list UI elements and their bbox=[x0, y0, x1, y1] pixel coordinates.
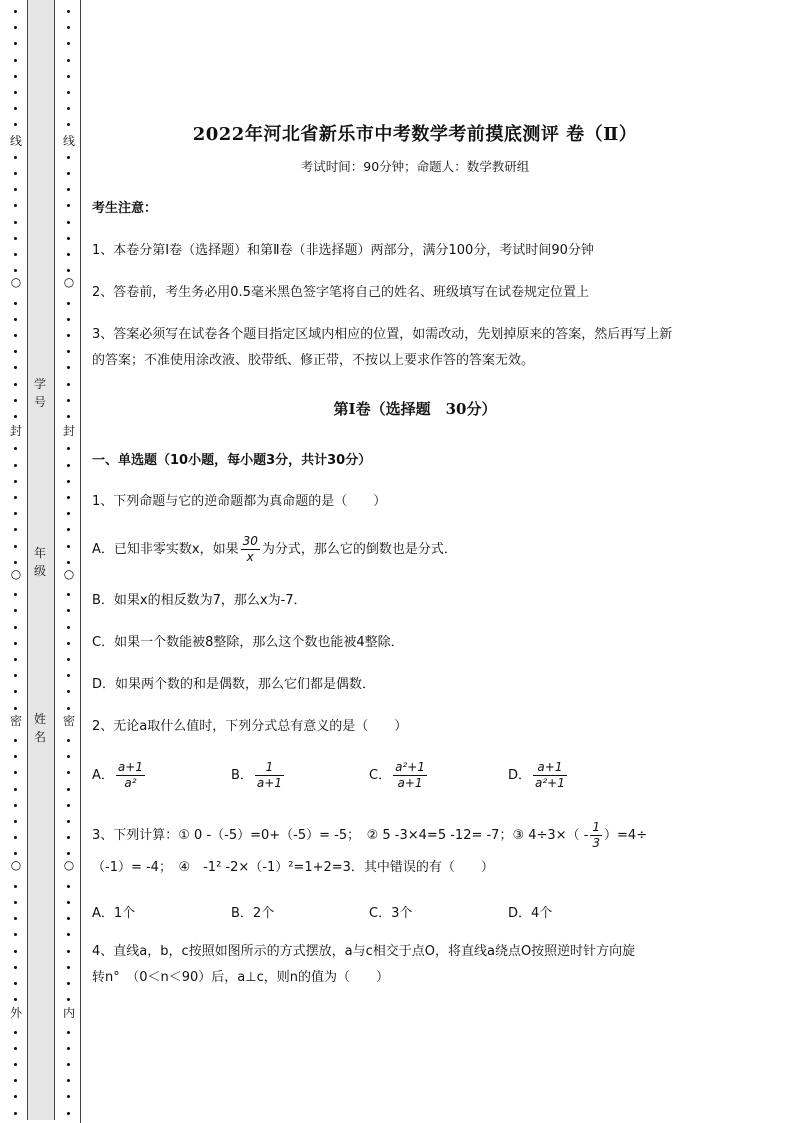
question-2-option-d: D． $\frac{a+1}{\text{a²+1}}$ bbox=[508, 760, 565, 790]
seal-dot bbox=[67, 690, 70, 693]
seal-dot bbox=[67, 885, 70, 888]
seal-dot bbox=[14, 788, 17, 791]
seal-dot bbox=[67, 528, 70, 531]
seal-dot bbox=[67, 739, 70, 742]
seal-dot bbox=[14, 156, 17, 159]
seal-dot bbox=[67, 609, 70, 612]
seal-dot bbox=[14, 91, 17, 94]
seal-dot bbox=[67, 901, 70, 904]
question-2-option-b: B． $\frac{1}{a+1}$ bbox=[231, 760, 282, 790]
seal-dot bbox=[14, 318, 17, 321]
seal-dot bbox=[67, 302, 70, 305]
seal-dot bbox=[67, 172, 70, 175]
notice-item-3-line1: 3、答案必须写在试卷各个题目指定区域内相应的位置，如需改动，先划掉原来的答案，然后再写上新 bbox=[92, 327, 673, 342]
seal-dot bbox=[67, 852, 70, 855]
question-3-option-c: C．3个 bbox=[369, 906, 413, 921]
seal-dot bbox=[67, 626, 70, 629]
seal-dot bbox=[14, 528, 17, 531]
question-4-line1: 4、直线a，b，c按照如图所示的方式摆放，a与c相交于点O，将直线a绕点O按照逆时针方向旋 bbox=[92, 944, 636, 959]
seal-dot bbox=[67, 188, 70, 191]
seal-dot bbox=[67, 26, 70, 29]
seal-dot bbox=[67, 771, 70, 774]
seal-circle: ○ bbox=[63, 567, 75, 581]
question-3-line1: 3、下列计算：① 0 -（-5）=0+（-5）= -5； ② 5 -3×4=5 -12= -7；③ 4÷3×（ - $\frac{1}{3}$ ）=4÷ bbox=[92, 820, 648, 850]
seal-dot bbox=[14, 366, 17, 369]
seal-dot bbox=[67, 399, 70, 402]
section-title: 第Ⅰ卷（选择题 30分） bbox=[333, 400, 497, 418]
seal-dot bbox=[67, 1079, 70, 1082]
seal-dot bbox=[14, 302, 17, 305]
seal-dot bbox=[67, 950, 70, 953]
seal-dot bbox=[14, 755, 17, 758]
seal-dot bbox=[67, 123, 70, 126]
seal-dot bbox=[14, 609, 17, 612]
outer-seal-mark: 外 bbox=[9, 1006, 22, 1020]
question-3-option-d: D．4个 bbox=[508, 906, 553, 921]
seal-dot bbox=[14, 107, 17, 110]
seal-dot bbox=[67, 788, 70, 791]
seal-dot bbox=[14, 10, 17, 13]
question-1-option-b: B．如果x的相反数为7，那么x为-7． bbox=[92, 593, 307, 608]
seal-dot bbox=[14, 950, 17, 953]
seal-dot bbox=[67, 10, 70, 13]
inner-seal-mark: 封 bbox=[62, 424, 75, 438]
seal-dot bbox=[67, 350, 70, 353]
seal-dot bbox=[14, 804, 17, 807]
notice-heading: 考生注意： bbox=[92, 201, 158, 216]
outer-seal-mark: 线 bbox=[9, 134, 22, 148]
seal-dot bbox=[14, 901, 17, 904]
seal-dot bbox=[14, 480, 17, 483]
seal-dot bbox=[67, 933, 70, 936]
question-4-line2: 转n° （0＜n＜90）后，a⊥c，则n的值为（ ） bbox=[92, 970, 389, 985]
seal-dot bbox=[14, 982, 17, 985]
seal-dot bbox=[14, 690, 17, 693]
seal-dot bbox=[14, 593, 17, 596]
seal-dot bbox=[14, 496, 17, 499]
seal-dot bbox=[67, 107, 70, 110]
seal-dot bbox=[67, 156, 70, 159]
seal-dot bbox=[14, 350, 17, 353]
seal-dot bbox=[14, 674, 17, 677]
seal-dot bbox=[14, 885, 17, 888]
question-3-option-b: B．2个 bbox=[231, 906, 275, 921]
seal-dot bbox=[14, 75, 17, 78]
seal-dot bbox=[14, 1047, 17, 1050]
seal-dot bbox=[14, 626, 17, 629]
seal-dot bbox=[67, 561, 70, 564]
binding-rule bbox=[80, 0, 81, 1123]
seal-dot bbox=[67, 318, 70, 321]
seal-dot bbox=[14, 269, 17, 272]
outer-seal-line bbox=[10, 0, 22, 1123]
name-label: 姓名 bbox=[33, 712, 46, 744]
seal-dot bbox=[67, 42, 70, 45]
seal-dot bbox=[67, 1031, 70, 1034]
seal-dot bbox=[67, 447, 70, 450]
seal-dot bbox=[14, 998, 17, 1001]
seal-dot bbox=[14, 415, 17, 418]
seal-dot bbox=[14, 642, 17, 645]
seal-dot bbox=[67, 982, 70, 985]
seal-dot bbox=[67, 998, 70, 1001]
seal-dot bbox=[14, 399, 17, 402]
seal-circle: ○ bbox=[63, 858, 75, 872]
seal-dot bbox=[14, 383, 17, 386]
seal-dot bbox=[67, 480, 70, 483]
seal-dot bbox=[67, 221, 70, 224]
seal-dot bbox=[67, 917, 70, 920]
seal-dot bbox=[67, 415, 70, 418]
seal-circle: ○ bbox=[10, 858, 22, 872]
seal-dot bbox=[67, 836, 70, 839]
seal-dot bbox=[67, 496, 70, 499]
seal-dot bbox=[67, 658, 70, 661]
seal-dot bbox=[14, 852, 17, 855]
seal-dot bbox=[14, 1079, 17, 1082]
seal-dot bbox=[67, 593, 70, 596]
seal-dot bbox=[67, 674, 70, 677]
seal-dot bbox=[14, 464, 17, 467]
page-subtitle: 考试时间：90分钟；命题人：数学教研组 bbox=[300, 159, 530, 174]
page-title: 2022年河北省新乐市中考数学考前摸底测评 卷（Ⅱ） bbox=[192, 124, 638, 145]
seal-dot bbox=[14, 188, 17, 191]
seal-dot bbox=[14, 237, 17, 240]
seal-dot bbox=[14, 1095, 17, 1098]
question-1-option-d: D．如果两个数的和是偶数，那么它们都是偶数． bbox=[92, 677, 376, 692]
inner-seal-mark: 内 bbox=[62, 1006, 75, 1020]
seal-circle: ○ bbox=[10, 567, 22, 581]
question-3-option-a: A．1个 bbox=[92, 906, 136, 921]
seal-dot bbox=[14, 447, 17, 450]
seal-dot bbox=[67, 464, 70, 467]
seal-dot bbox=[14, 123, 17, 126]
seal-dot bbox=[67, 1047, 70, 1050]
question-1-option-c: C．如果一个数能被8整除，那么这个数也能被4整除． bbox=[92, 635, 404, 650]
seal-dot bbox=[67, 820, 70, 823]
question-3-line2: （-1）= -4； ④ -1² -2×（-1）²=1+2=3．其中错误的有（ ） bbox=[92, 860, 494, 875]
seal-dot bbox=[14, 545, 17, 548]
notice-item-1: 1、本卷分第Ⅰ卷（选择题）和第Ⅱ卷（非选择题）两部分，满分100分，考试时间90分钟 bbox=[92, 243, 594, 258]
grade-label: 年级 bbox=[33, 546, 46, 578]
seal-dot bbox=[14, 561, 17, 564]
seal-dot bbox=[14, 917, 17, 920]
seal-dot bbox=[14, 771, 17, 774]
seal-dot bbox=[67, 1095, 70, 1098]
seal-dot bbox=[14, 221, 17, 224]
outer-seal-mark: 密 bbox=[9, 714, 22, 728]
seal-dot bbox=[67, 804, 70, 807]
seal-dot bbox=[67, 269, 70, 272]
inner-seal-mark: 线 bbox=[62, 134, 75, 148]
question-2-option-c: C． $\frac{\text{a²+1}}{a+1}$ bbox=[369, 760, 425, 790]
outer-seal-mark: 封 bbox=[9, 424, 22, 438]
seal-dot bbox=[67, 75, 70, 78]
seal-dot bbox=[14, 966, 17, 969]
seal-dot bbox=[67, 334, 70, 337]
part-heading: 一、单选题（10小题，每小题3分，共计30分） bbox=[92, 453, 372, 468]
seal-dot bbox=[14, 1112, 17, 1115]
question-2-option-a: A． $\frac{a+1}{\text{a²}}$ bbox=[92, 760, 143, 790]
seal-dot bbox=[14, 334, 17, 337]
inner-seal-line bbox=[63, 0, 75, 1123]
seal-dot bbox=[14, 42, 17, 45]
seal-dot bbox=[14, 933, 17, 936]
seal-dot bbox=[14, 1031, 17, 1034]
seal-dot bbox=[14, 707, 17, 710]
notice-item-3-line2: 的答案；不准使用涂改液、胶带纸、修正带，不按以上要求作答的答案无效。 bbox=[92, 353, 535, 368]
seal-dot bbox=[67, 253, 70, 256]
seal-dot bbox=[67, 512, 70, 515]
seal-dot bbox=[14, 836, 17, 839]
seal-dot bbox=[67, 383, 70, 386]
seal-dot bbox=[14, 204, 17, 207]
seal-dot bbox=[67, 366, 70, 369]
seal-dot bbox=[14, 1063, 17, 1066]
seal-dot bbox=[14, 658, 17, 661]
seal-dot bbox=[67, 1112, 70, 1115]
seal-dot bbox=[67, 545, 70, 548]
fraction: $\frac{30}{x}$ bbox=[242, 534, 258, 564]
student-id-label: 学号 bbox=[33, 377, 46, 409]
notice-item-2: 2、答卷前，考生务必用0.5毫米黑色签字笔将自己的姓名、班级填写在试卷规定位置上 bbox=[92, 285, 589, 300]
seal-dot bbox=[14, 172, 17, 175]
seal-dot bbox=[67, 237, 70, 240]
inner-seal-mark: 密 bbox=[62, 714, 75, 728]
question-1-option-a: A．已知非零实数x，如果 $\frac{30}{x}$ 为分式，那么它的倒数也是分式． bbox=[92, 534, 457, 564]
seal-dot bbox=[14, 512, 17, 515]
question-1-stem: 1、下列命题与它的逆命题都为真命题的是（ ） bbox=[92, 494, 387, 509]
seal-dot bbox=[14, 59, 17, 62]
seal-dot bbox=[67, 707, 70, 710]
seal-dot bbox=[14, 820, 17, 823]
seal-dot bbox=[67, 204, 70, 207]
seal-dot bbox=[14, 253, 17, 256]
seal-circle: ○ bbox=[63, 275, 75, 289]
seal-circle: ○ bbox=[10, 275, 22, 289]
seal-dot bbox=[67, 91, 70, 94]
seal-dot bbox=[67, 642, 70, 645]
seal-dot bbox=[67, 966, 70, 969]
seal-dot bbox=[67, 59, 70, 62]
seal-dot bbox=[67, 1063, 70, 1066]
seal-dot bbox=[67, 755, 70, 758]
seal-dot bbox=[14, 739, 17, 742]
question-2-stem: 2、无论a取什么值时，下列分式总有意义的是（ ） bbox=[92, 719, 408, 734]
seal-dot bbox=[14, 26, 17, 29]
